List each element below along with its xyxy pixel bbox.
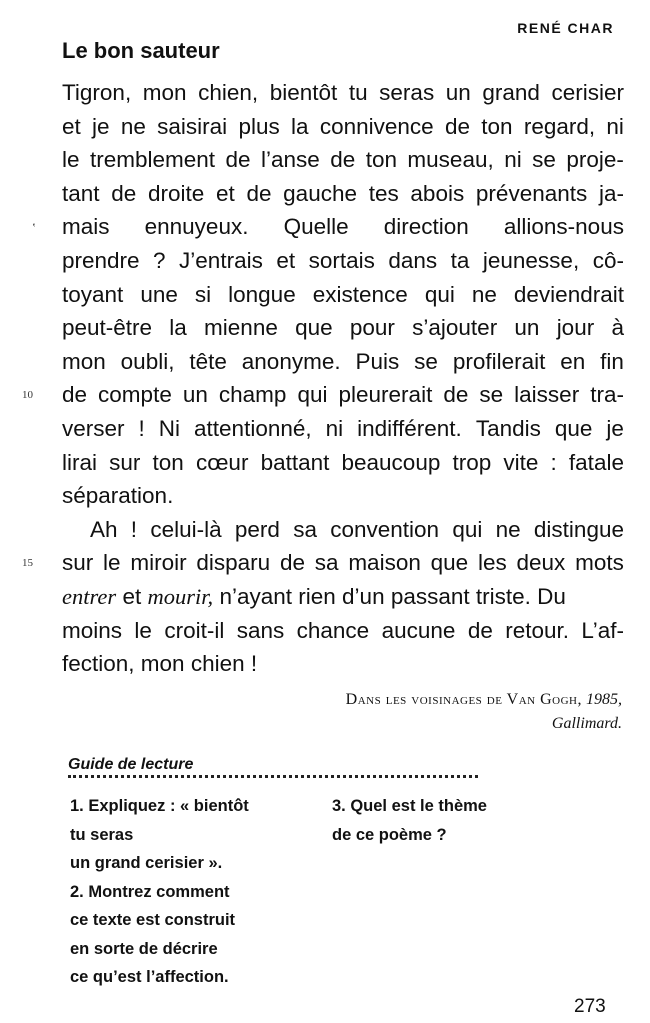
poem-body <box>62 76 624 681</box>
source-citation <box>346 688 622 736</box>
poem-line: et je ne saisirai plus la connivence de ton regard, ni <box>62 113 624 139</box>
questions-right-column <box>332 792 572 849</box>
running-head: RENÉ CHAR <box>517 20 614 36</box>
source-collection: Dans les voisinages de Van Gogh, <box>345 691 582 708</box>
question-line: en sorte de décrire <box>70 939 218 958</box>
poem-line-mixed <box>62 580 624 614</box>
poem-line: mais ennuyeux. Quelle direction allions-nous <box>62 214 624 240</box>
poem-line: Tigron, mon chien, bientôt tu seras un grand cerisier <box>62 80 624 105</box>
dotted-divider <box>68 775 478 778</box>
question-line: ce qu’est l’affection. <box>70 968 229 986</box>
poem-line: fection, mon chien ! <box>62 651 258 677</box>
poem-line: sur le miroir disparu de sa maison que les deux mots <box>62 550 624 576</box>
question-line: un grand cerisier ». <box>70 854 223 872</box>
italic-word-entrer: entrer <box>62 583 117 609</box>
question-line: tu seras <box>70 825 134 844</box>
word-et: et <box>122 583 142 609</box>
poem-line: prendre ? J’entrais et sortais dans ta jeunesse, cô- <box>62 247 624 273</box>
margin-mark: ‛ <box>32 220 36 234</box>
poem-line: séparation. <box>62 483 174 509</box>
question-line: de ce poème ? <box>332 825 447 844</box>
question-line: 2. Montrez comment <box>70 882 230 901</box>
question-line: ce texte est construit <box>70 911 236 929</box>
source-year: 1985, <box>586 691 622 708</box>
poem-line: toyant une si longue existence qui ne deviendrait <box>62 281 624 307</box>
line-number-15: 15 <box>22 557 33 569</box>
poem-line: tant de droite et de gauche tes abois prévenants ja- <box>62 180 624 206</box>
italic-word-mourir: mourir, <box>147 583 214 609</box>
page-number: 273 <box>574 996 606 1017</box>
questions-left-column <box>70 792 310 992</box>
line-remainder: n’ayant rien d’un passant triste. Du <box>219 583 566 609</box>
question-line: 1. Expliquez : « bientôt <box>70 797 249 815</box>
source-publisher: Gallimard. <box>551 715 622 732</box>
poem-line: le tremblement de l’anse de ton museau, ni se proje- <box>62 147 624 173</box>
poem-line: moins le croit-il sans chance aucune de retour. L’af- <box>62 617 624 643</box>
question-line: 3. Quel est le thème <box>332 797 487 815</box>
poem-line: de compte un champ qui pleurerait de se laisser tra- <box>62 382 624 408</box>
guide-title: Guide de lecture <box>68 756 194 773</box>
line-number-10: 10 <box>22 389 33 401</box>
poem-line: mon oubli, tête anonyme. Puis se profilerait en fin <box>62 348 624 374</box>
poem-title: Le bon sauteur <box>62 38 220 63</box>
poem-line: lirai sur ton cœur battant beaucoup trop vite : fatale <box>62 449 624 475</box>
poem-line: Ah ! celui-là perd sa convention qui ne distingue <box>90 516 624 542</box>
poem-line: verser ! Ni attentionné, ni indifférent. Tandis que je <box>62 415 624 441</box>
poem-line: peut-être la mienne que pour s’ajouter un jour à <box>62 315 624 341</box>
